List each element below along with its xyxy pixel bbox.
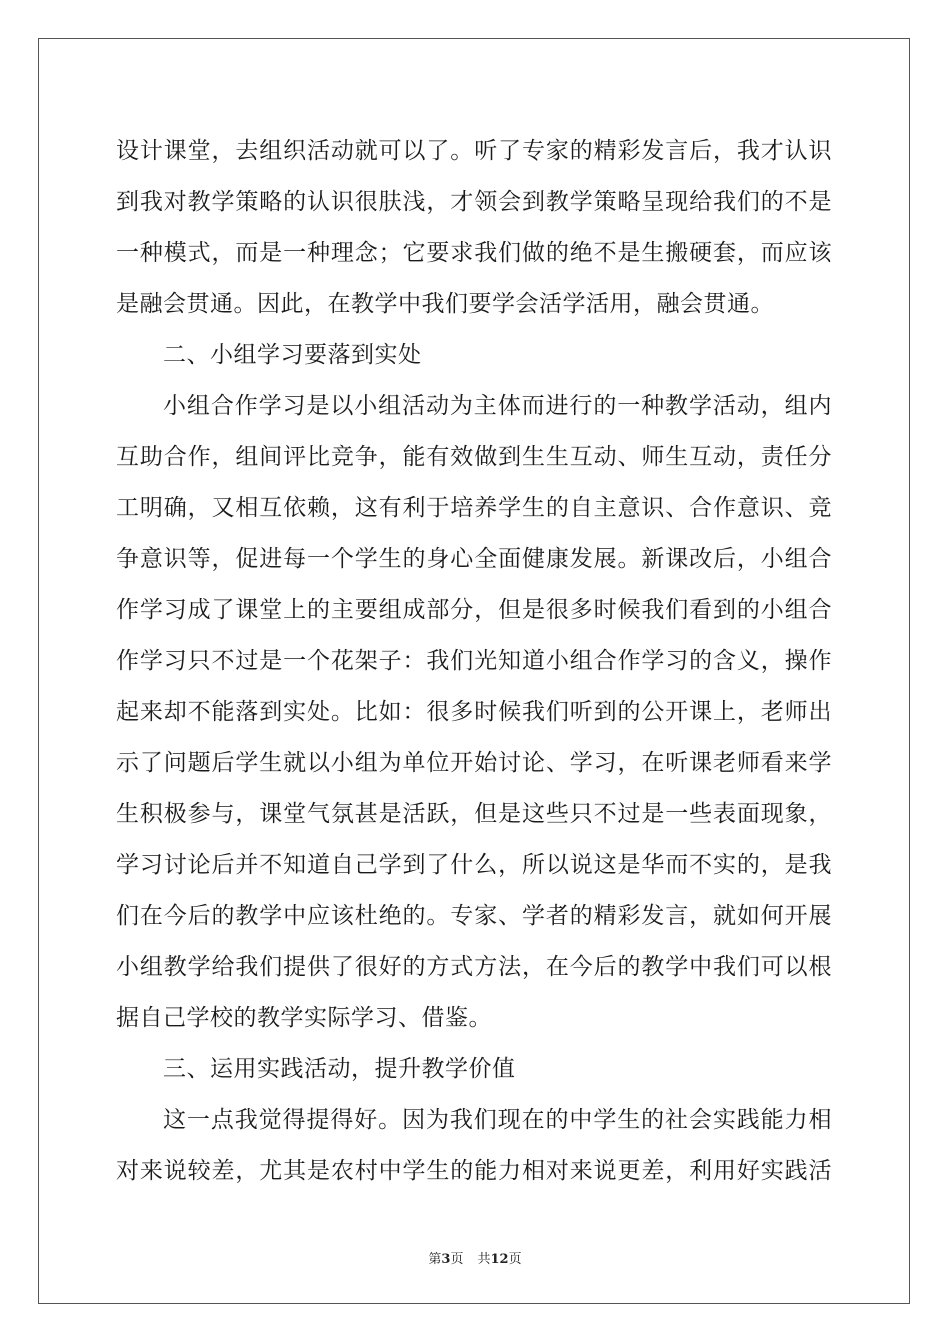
- text-line: 作学习只不过是一个花架子：我们光知道小组合作学习的含义，操作: [116, 648, 832, 674]
- text-line: 设计课堂，去组织活动就可以了。听了专家的精彩发言后，我才认识: [116, 138, 832, 164]
- text-line: 一种模式，而是一种理念；它要求我们做的绝不是生搬硬套，而应该: [116, 240, 832, 266]
- text-line: 这一点我觉得提得好。因为我们现在的中学生的社会实践能力相: [163, 1107, 832, 1133]
- text-line: 对来说较差，尤其是农村中学生的能力相对来说更差，利用好实践活: [116, 1158, 832, 1184]
- page-footer: [0, 1248, 950, 1267]
- text-line: 学习讨论后并不知道自己学到了什么，所以说这是华而不实的，是我: [116, 852, 832, 878]
- text-line: 作学习成了课堂上的主要组成部分，但是很多时候我们看到的小组合: [116, 597, 832, 623]
- text-line: 们在今后的教学中应该杜绝的。专家、学者的精彩发言，就如何开展: [116, 903, 832, 929]
- text-line: 工明确，又相互依赖，这有利于培养学生的自主意识、合作意识、竞: [116, 495, 832, 521]
- text-line: 小组教学给我们提供了很好的方式方法，在今后的教学中我们可以根: [116, 954, 832, 980]
- text-line: 示了问题后学生就以小组为单位开始讨论、学习，在听课老师看来学: [116, 750, 832, 776]
- text-line: 三、运用实践活动，提升教学价值: [163, 1056, 516, 1082]
- text-line: 生积极参与，课堂气氛甚是活跃，但是这些只不过是一些表面现象，: [116, 801, 832, 827]
- text-line: 互助合作，组间评比竞争，能有效做到生生互动、师生互动，责任分: [116, 444, 832, 470]
- text-line: 到我对教学策略的认识很肤浅，才领会到教学策略呈现给我们的不是: [116, 189, 832, 215]
- page-prefix: 第: [428, 1252, 442, 1267]
- total-pages: 12: [490, 1252, 509, 1267]
- page-suffix: 页: [450, 1252, 464, 1267]
- paragraph: [116, 381, 832, 1044]
- text-line: 小组合作学习是以小组活动为主体而进行的一种教学活动，组内: [163, 393, 832, 419]
- section-heading: [116, 330, 832, 381]
- paragraph: [116, 126, 832, 330]
- total-suffix: 页: [508, 1252, 522, 1267]
- document-body: [116, 126, 832, 1197]
- text-line: 据自己学校的教学实际学习、借鉴。: [116, 1005, 492, 1031]
- text-line: 争意识等，促进每一个学生的身心全面健康发展。新课改后，小组合: [116, 546, 832, 572]
- text-line: 起来却不能落到实处。比如：很多时候我们听到的公开课上，老师出: [116, 699, 832, 725]
- section-heading: [116, 1044, 832, 1095]
- text-line: 是融会贯通。因此，在教学中我们要学会活学活用，融会贯通。: [116, 291, 774, 317]
- text-line: 二、小组学习要落到实处: [163, 342, 422, 368]
- paragraph: [116, 1095, 832, 1197]
- page-number: 3: [441, 1252, 451, 1267]
- total-prefix: 共: [477, 1252, 491, 1267]
